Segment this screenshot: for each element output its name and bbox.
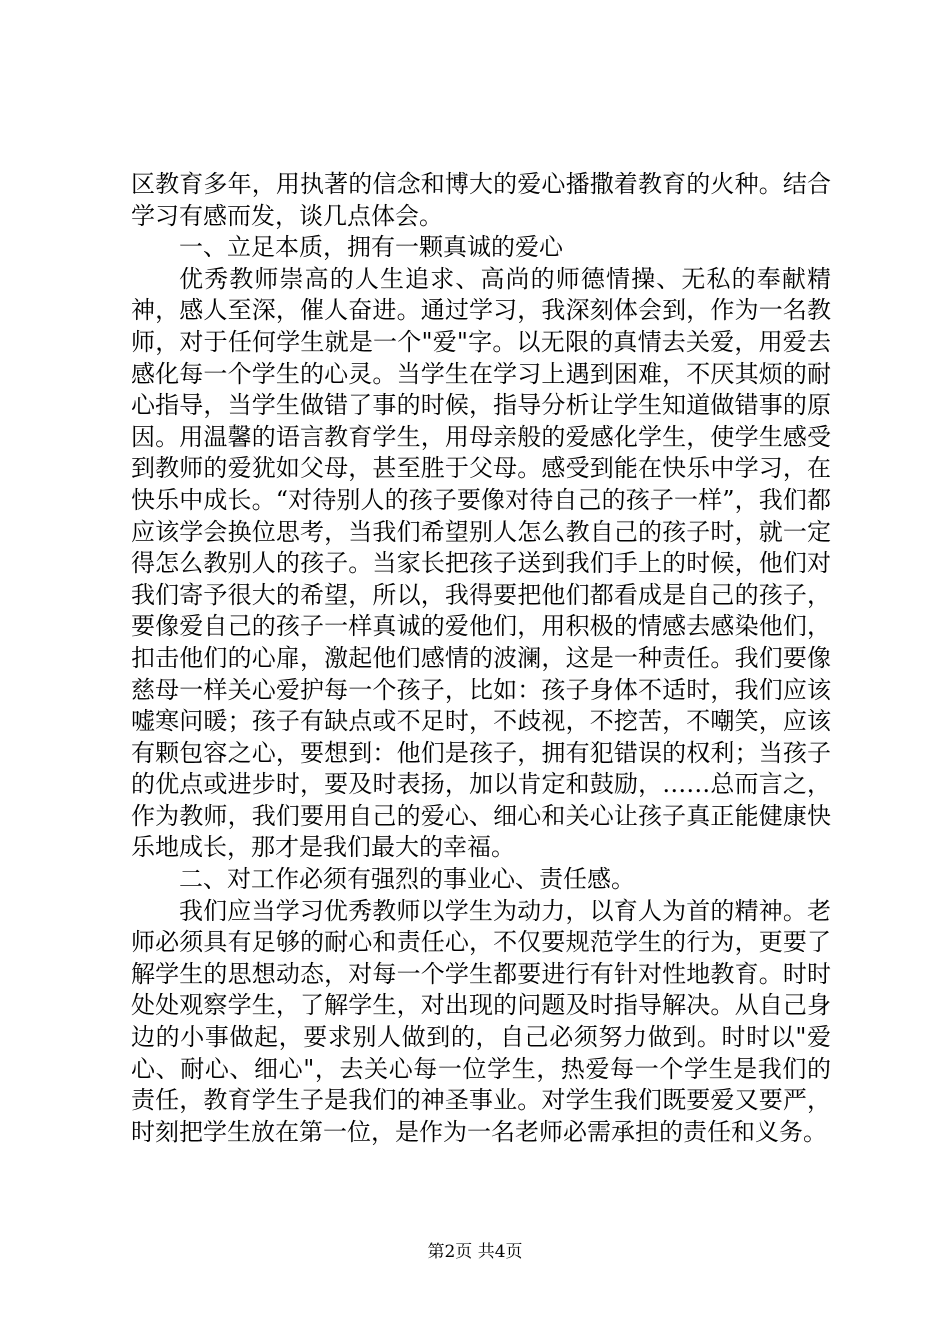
page-number-footer: 第2页 共4页	[427, 1242, 523, 1262]
paragraph-continuation: 区教育多年，用执著的信念和博大的爱心播撒着教育的火种。结合学习有感而发，谈几点体会。	[131, 170, 831, 230]
paragraph-love: 优秀教师崇高的人生追求、高尚的师德情操、无私的奉献精神，感人至深，催人奋进。通过学习，我深刻体会到，作为一名教师，对于任何学生就是一个"爱"字。以无限的真情去关爱，用爱去感化每一个学生的心灵。当学生在学习上遇到困难，不厌其烦的耐心指导，当学生做错了事的时候，指导分析让学生知道做错事的原因。用温馨的语言教育学生，用母亲般的爱感化学生，使学生感受到教师的爱犹如父母，甚至胜于父母。感受到能在快乐中学习，在快乐中成长。“对待别人的孩子要像对待自己的孩子一样”，我们都应该学会换位思考，当我们希望别人怎么教自己的孩子时，就一定得怎么教别人的孩子。当家长把孩子送到我们手上的时候，他们对我们寄予很大的希望，所以，我得要把他们都看成是自己的孩子，要像爱自己的孩子一样真诚的爱他们，用积极的情感去感染他们，扣击他们的心扉，激起他们感情的波澜，这是一种责任。我们要像慈母一样关心爱护每一个孩子，比如：孩子身体不适时，我们应该嘘寒问暖；孩子有缺点或不足时，不歧视，不挖苦，不嘲笑，应该有颗包容之心，要想到：他们是孩子，拥有犯错误的权利；当孩子的优点或进步时，要及时表扬，加以肯定和鼓励，……总而言之，作为教师，我们要用自己的爱心、细心和关心让孩子真正能健康快乐地成长，那才是我们最大的幸福。	[131, 264, 831, 862]
section-heading-1: 一、立足本质，拥有一颗真诚的爱心	[179, 233, 563, 262]
paragraph-responsibility: 我们应当学习优秀教师以学生为动力，以育人为首的精神。老师必须具有足够的耐心和责任心，不仅要规范学生的行为，更要了解学生的思想动态，对每一个学生都要进行有针对性地教育。时时处处观察学生，了解学生，对出现的问题及时指导解决。从自己身边的小事做起，要求别人做到的，自己必须努力做到。时时以"爱心、耐心、细心"，去关心每一位学生，热爱每一个学生是我们的责任，教育学生子是我们的神圣事业。对学生我们既要爱又要严，时刻把学生放在第一位，是作为一名老师必需承担的责任和义务。	[131, 896, 831, 1146]
document-body	[131, 169, 831, 1148]
section-heading-2: 二、对工作必须有强烈的事业心、责任感。	[179, 865, 635, 894]
